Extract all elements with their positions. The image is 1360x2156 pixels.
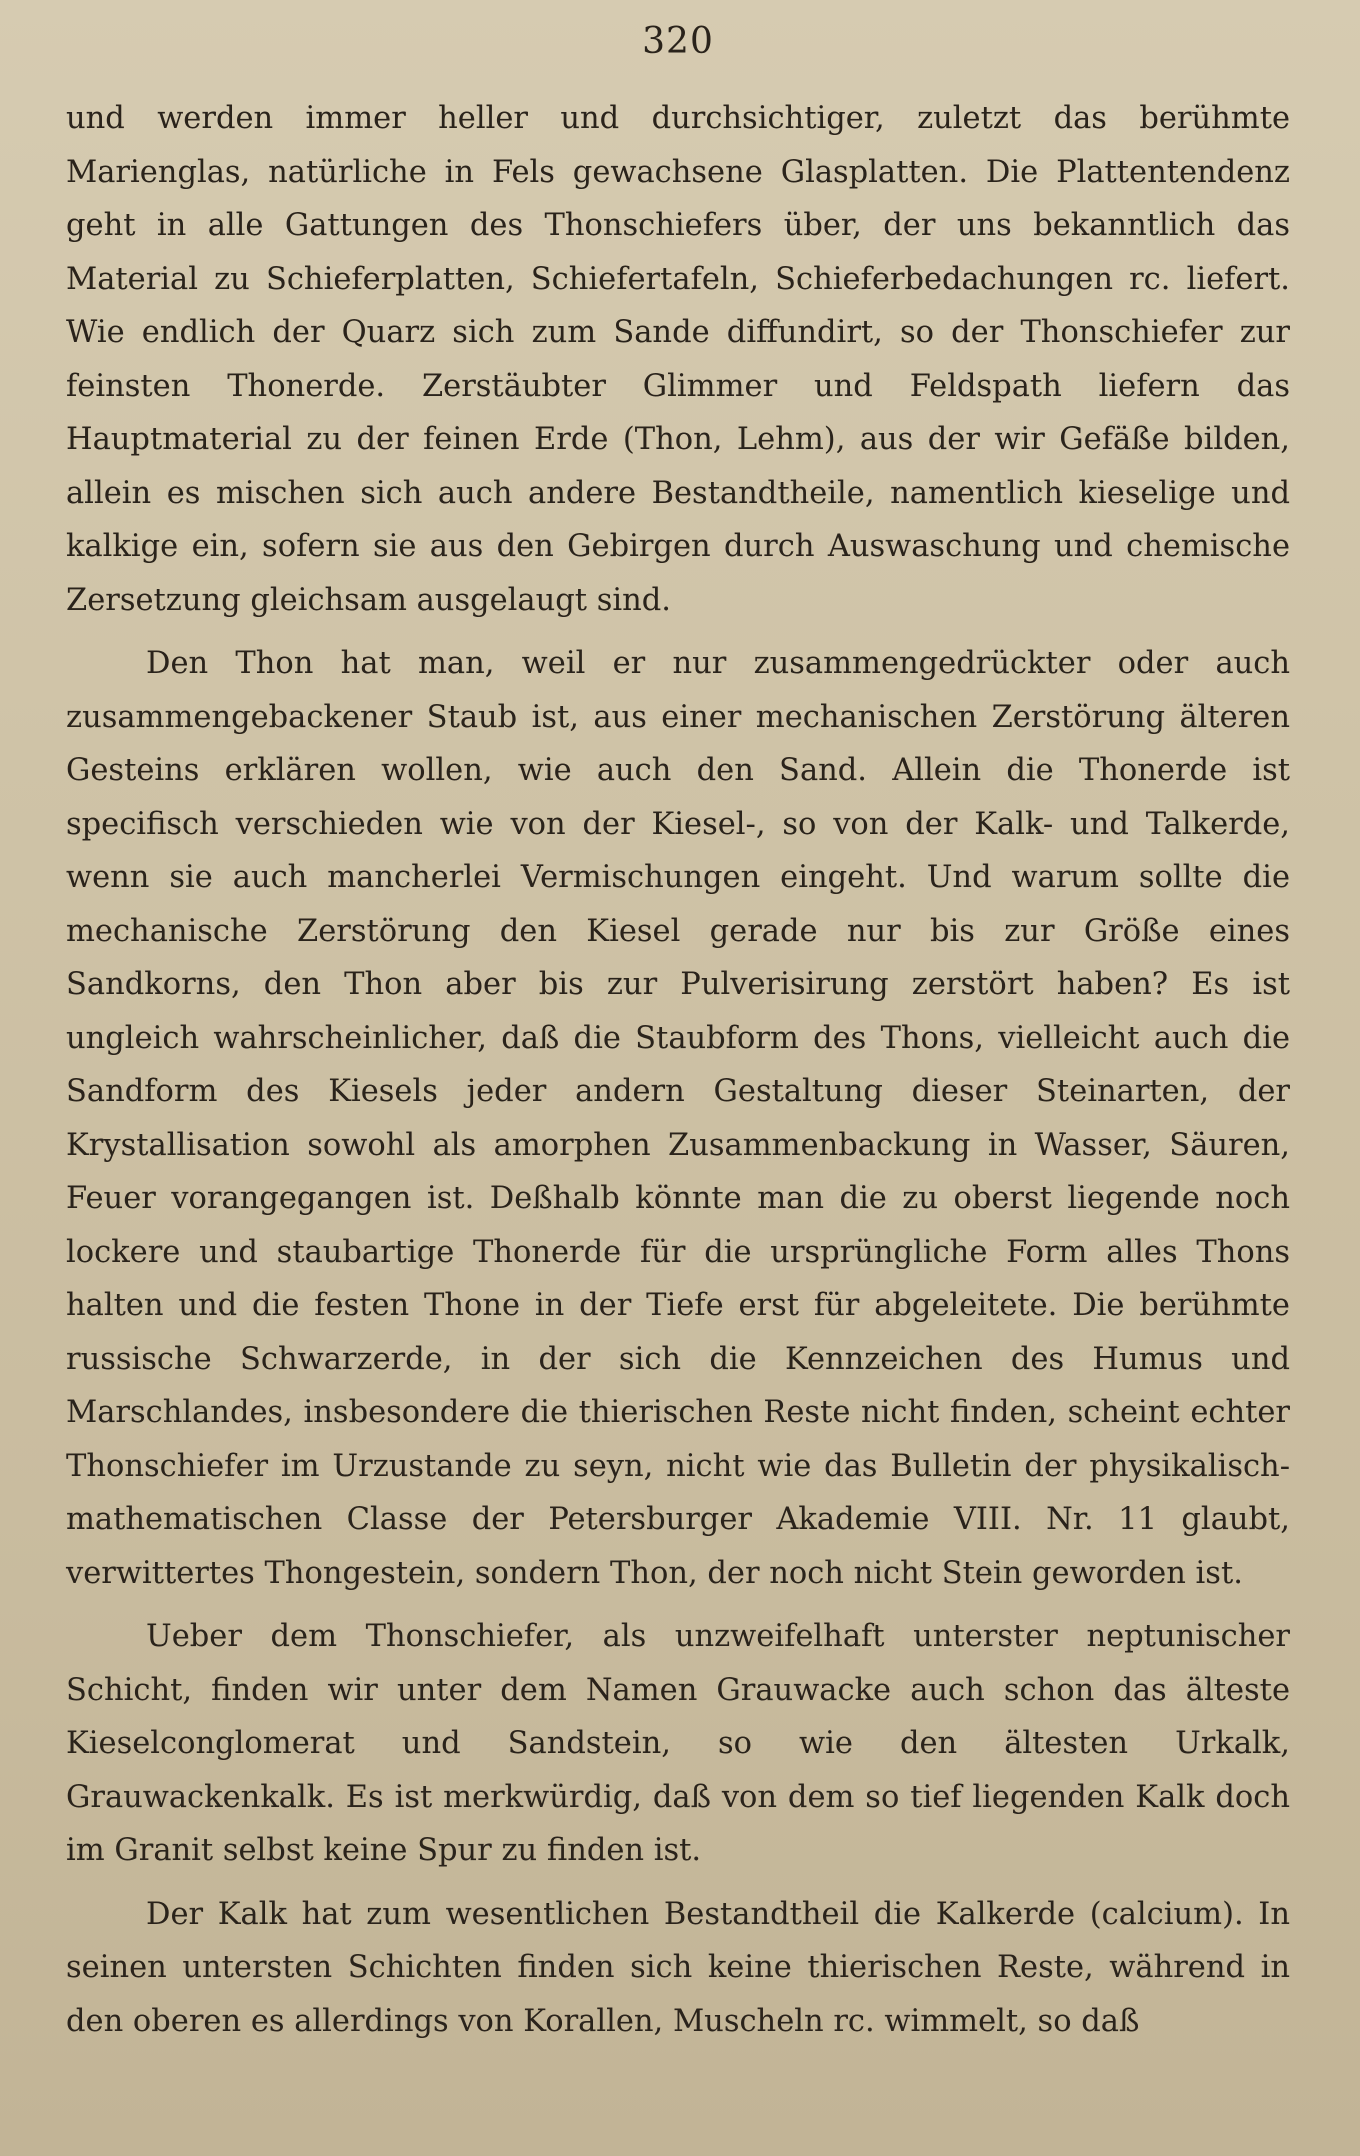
page-number: 320	[642, 21, 714, 62]
paragraph-4: Der Kalk hat zum wesentlichen Bestandtheil die Kalkerde (calcium). In seinen untersten Schichten finden sich keine thierischen Reste, während in den oberen es allerdings von Korallen, Muscheln rc. wimmelt, so daß	[66, 1896, 1290, 2039]
paragraph-2: Den Thon hat man, weil er nur zusammengedrückter oder auch zusammengebackener Staub ist, aus einer mechanischen Zerstörung älteren Gesteins erklären wollen, wie auch den Sand. Allein die Thonerde ist specifisch verschieden wie von der Kiesel-, so von der Kalk- und Talkerde, wenn sie auch mancherlei Vermischungen eingeht. Und warum sollte die mechanische Zerstörung den Kiesel gerade nur bis zur Größe eines Sandkorns, den Thon aber bis zur Pulverisirung zerstört haben? Es ist ungleich wahrscheinlicher, daß die Staubform des Thons, vielleicht auch die Sandform des Kiesels jeder andern Gestaltung dieser Steinarten, der Krystallisation sowohl als amorphen Zusammenbackung in Wasser, Säuren, Feuer vorangegangen ist. Deßhalb könnte man die zu oberst liegende noch lockere und staubartige Thonerde für die ursprüngliche Form alles Thons halten und die festen Thone in der Tiefe erst für abgeleitete. Die berühmte russische Schwarzerde, in der sich die Kennzeichen des Humus und Marschlandes, insbesondere die thierischen Reste nicht finden, scheint echter Thonschiefer im Urzustande zu seyn, nicht wie das Bulletin der physikalisch-mathematischen Classe der Petersburger Akademie VIII. Nr. 11 glaubt, verwittertes Thongestein, sondern Thon, der noch nicht Stein geworden ist.	[66, 646, 1290, 1591]
paragraph-1: und werden immer heller und durchsichtiger, zuletzt das berühmte Marienglas, natürliche in Fels gewachsene Glasplatten. Die Plattentendenz geht in alle Gattungen des Thonschiefers über, der uns bekanntlich das Material zu Schieferplatten, Schiefertafeln, Schieferbedachungen rc. liefert. Wie endlich der Quarz sich zum Sande diffundirt, so der Thonschiefer zur feinsten Thonerde. Zerstäubter Glimmer und Feldspath liefern das Hauptmaterial zu der feinen Erde (Thon, Lehm), aus der wir Gefäße bilden, allein es mischen sich auch andere Bestandtheile, namentlich kieselige und kalkige ein, sofern sie aus den Gebirgen durch Auswaschung und chemische Zersetzung gleichsam ausgelaugt sind.	[66, 101, 1290, 618]
paragraph-3: Ueber dem Thonschiefer, als unzweifelhaft unterster neptunischer Schicht, finden wir unter dem Namen Grauwacke auch schon das älteste Kieselconglomerat und Sandstein, so wie den ältesten Urkalk, Grauwackenkalk. Es ist merkwürdig, daß von dem so tief liegenden Kalk doch im Granit selbst keine Spur zu finden ist.	[66, 1619, 1290, 1868]
